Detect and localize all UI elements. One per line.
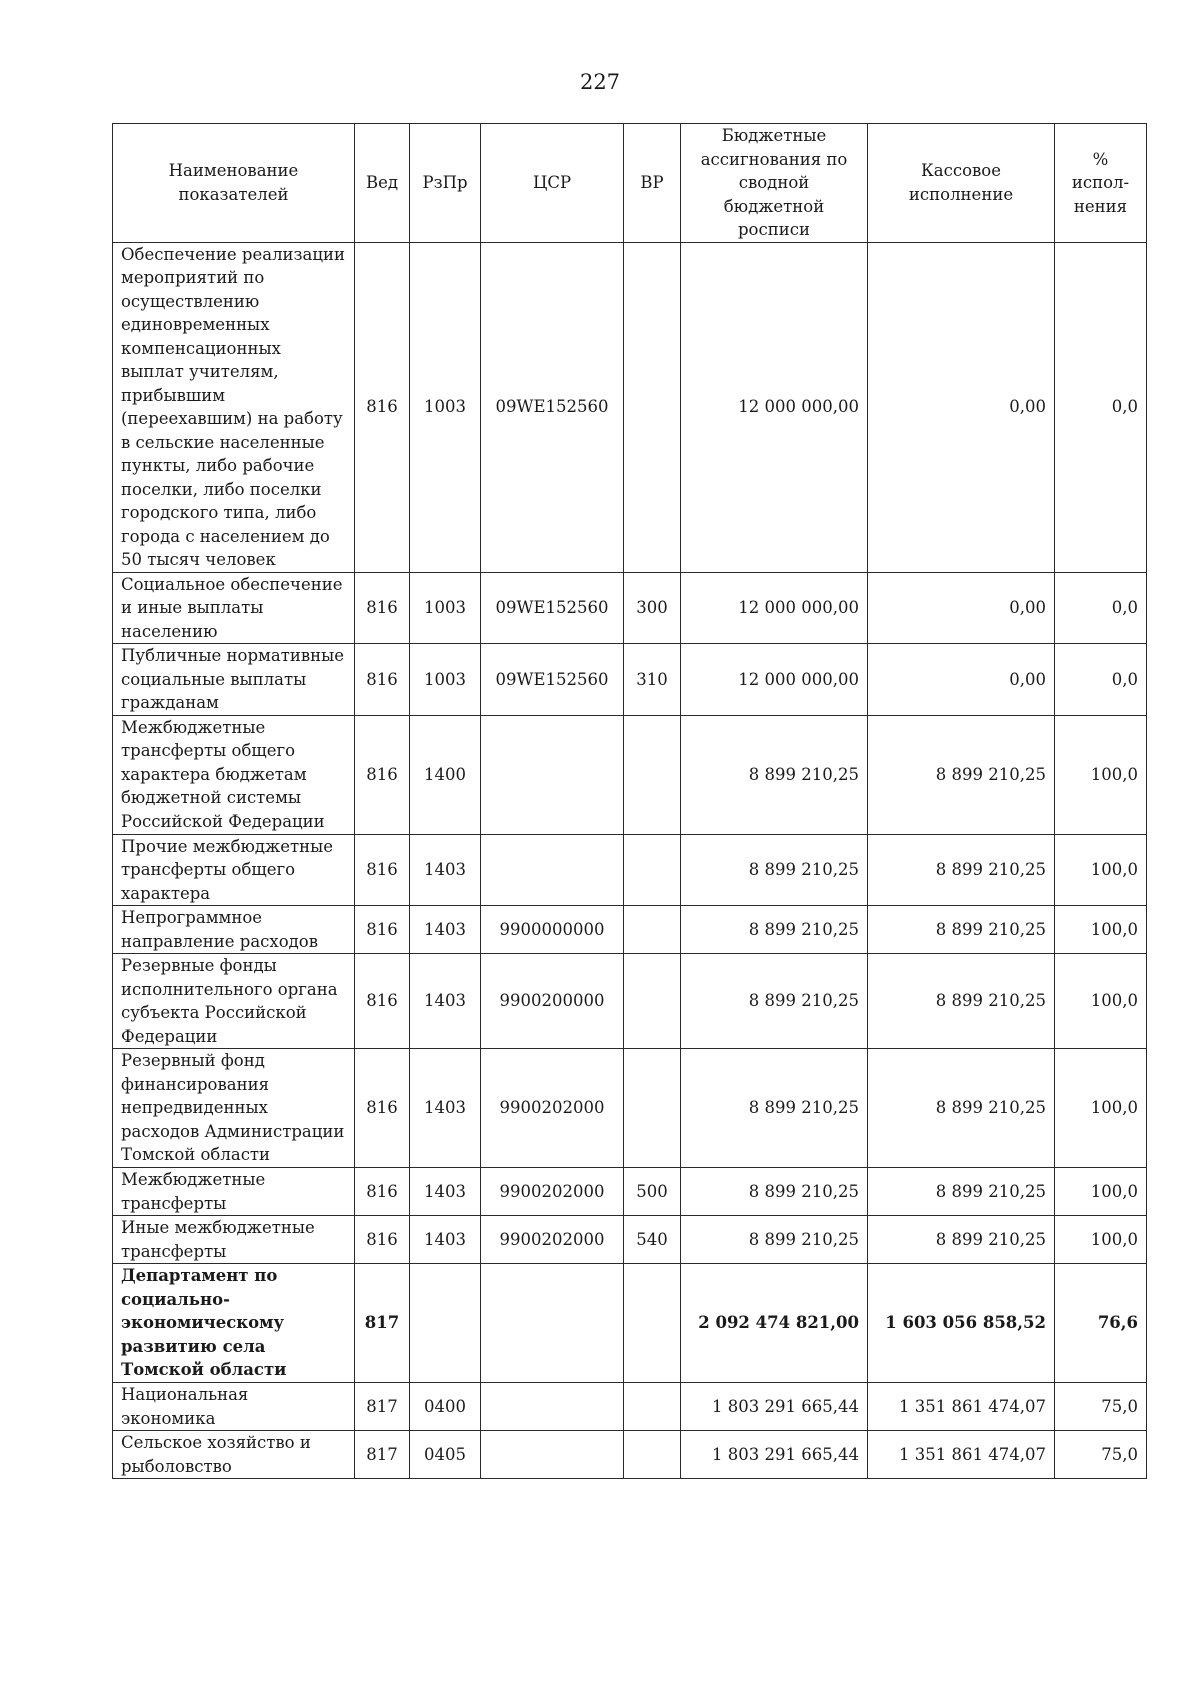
row-ved: 817 — [355, 1431, 410, 1479]
row-vr — [624, 1383, 681, 1431]
row-csr — [481, 715, 624, 834]
row-csr: 9900000000 — [481, 906, 624, 954]
row-assigned: 1 803 291 665,44 — [681, 1383, 868, 1431]
row-rzpr: 1403 — [410, 954, 481, 1049]
row-csr — [481, 834, 624, 906]
row-percent: 75,0 — [1055, 1431, 1147, 1479]
row-cash: 0,00 — [868, 644, 1055, 716]
table-row — [113, 1168, 1147, 1216]
row-cash: 8 899 210,25 — [868, 1168, 1055, 1216]
row-vr: 300 — [624, 572, 681, 644]
row-rzpr — [410, 1264, 481, 1383]
row-percent: 100,0 — [1055, 1049, 1147, 1168]
header-vr: ВР — [624, 124, 681, 243]
table-row — [113, 1383, 1147, 1431]
row-name: Прочие межбюджетные трансферты общего характера — [113, 834, 355, 906]
row-rzpr: 1403 — [410, 834, 481, 906]
page-number: 227 — [579, 70, 621, 94]
row-name: Межбюджетные трансферты общего характера бюджетам бюджетной системы Российской Федерации — [113, 715, 355, 834]
row-csr — [481, 1431, 624, 1479]
row-rzpr: 1003 — [410, 242, 481, 572]
row-name: Департамент по социально-экономическому развитию села Томской области — [113, 1264, 355, 1383]
row-name: Межбюджетные трансферты — [113, 1168, 355, 1216]
row-rzpr: 0400 — [410, 1383, 481, 1431]
row-vr — [624, 1049, 681, 1168]
row-ved: 816 — [355, 954, 410, 1049]
table-row — [113, 1049, 1147, 1168]
header-name: Наименование показателей — [113, 124, 355, 243]
row-percent: 0,0 — [1055, 242, 1147, 572]
table-row — [113, 1216, 1147, 1264]
table-row — [113, 644, 1147, 716]
row-rzpr: 1400 — [410, 715, 481, 834]
row-cash: 1 603 056 858,52 — [868, 1264, 1055, 1383]
row-name: Иные межбюджетные трансферты — [113, 1216, 355, 1264]
row-ved: 816 — [355, 1049, 410, 1168]
row-rzpr: 1003 — [410, 644, 481, 716]
row-csr: 9900202000 — [481, 1216, 624, 1264]
row-csr: 09WE152560 — [481, 242, 624, 572]
row-assigned: 12 000 000,00 — [681, 572, 868, 644]
row-name: Национальная экономика — [113, 1383, 355, 1431]
row-assigned: 8 899 210,25 — [681, 1216, 868, 1264]
header-csr: ЦСР — [481, 124, 624, 243]
row-rzpr: 1403 — [410, 906, 481, 954]
row-rzpr: 1403 — [410, 1168, 481, 1216]
header-ved: Вед — [355, 124, 410, 243]
table-row — [113, 572, 1147, 644]
row-percent: 100,0 — [1055, 1168, 1147, 1216]
row-assigned: 8 899 210,25 — [681, 1168, 868, 1216]
row-cash: 8 899 210,25 — [868, 834, 1055, 906]
row-assigned: 12 000 000,00 — [681, 644, 868, 716]
row-vr — [624, 1431, 681, 1479]
row-cash: 8 899 210,25 — [868, 954, 1055, 1049]
header-percent: % испол-нения — [1055, 124, 1147, 243]
row-percent: 0,0 — [1055, 644, 1147, 716]
row-vr — [624, 1264, 681, 1383]
header-rzpr: РзПр — [410, 124, 481, 243]
table-row-department — [113, 1264, 1147, 1383]
row-assigned: 8 899 210,25 — [681, 1049, 868, 1168]
row-vr: 310 — [624, 644, 681, 716]
row-csr: 9900202000 — [481, 1168, 624, 1216]
row-assigned: 12 000 000,00 — [681, 242, 868, 572]
row-csr: 9900200000 — [481, 954, 624, 1049]
row-rzpr: 1003 — [410, 572, 481, 644]
row-assigned: 1 803 291 665,44 — [681, 1431, 868, 1479]
row-percent: 76,6 — [1055, 1264, 1147, 1383]
row-name: Обеспечение реализации мероприятий по осуществлению единовременных компенсационных выплат учителям, прибывшим (переехавшим) на работу в сельские населенные пункты, либо рабочие поселки, либо поселки городского типа, либо города с населением до 50 тысяч человек — [113, 242, 355, 572]
row-cash: 0,00 — [868, 242, 1055, 572]
row-csr: 09WE152560 — [481, 644, 624, 716]
row-name: Публичные нормативные социальные выплаты гражданам — [113, 644, 355, 716]
row-percent: 100,0 — [1055, 834, 1147, 906]
row-ved: 816 — [355, 1216, 410, 1264]
row-vr — [624, 906, 681, 954]
row-name: Резервные фонды исполнительного органа субъекта Российской Федерации — [113, 954, 355, 1049]
row-assigned: 8 899 210,25 — [681, 954, 868, 1049]
row-cash: 1 351 861 474,07 — [868, 1431, 1055, 1479]
row-vr: 540 — [624, 1216, 681, 1264]
table-row — [113, 715, 1147, 834]
row-ved: 817 — [355, 1264, 410, 1383]
row-csr: 09WE152560 — [481, 572, 624, 644]
table-row — [113, 1431, 1147, 1479]
row-vr: 500 — [624, 1168, 681, 1216]
row-ved: 816 — [355, 572, 410, 644]
row-ved: 817 — [355, 1383, 410, 1431]
row-rzpr: 1403 — [410, 1216, 481, 1264]
row-name: Непрограммное направление расходов — [113, 906, 355, 954]
row-cash: 1 351 861 474,07 — [868, 1383, 1055, 1431]
row-cash: 0,00 — [868, 572, 1055, 644]
row-vr — [624, 834, 681, 906]
row-assigned: 8 899 210,25 — [681, 834, 868, 906]
row-vr — [624, 954, 681, 1049]
row-csr — [481, 1264, 624, 1383]
row-name: Сельское хозяйство и рыболовство — [113, 1431, 355, 1479]
row-name: Резервный фонд финансирования непредвиденных расходов Администрации Томской области — [113, 1049, 355, 1168]
row-rzpr: 0405 — [410, 1431, 481, 1479]
table-row — [113, 242, 1147, 572]
row-csr — [481, 1383, 624, 1431]
row-cash: 8 899 210,25 — [868, 1216, 1055, 1264]
row-percent: 100,0 — [1055, 906, 1147, 954]
row-cash: 8 899 210,25 — [868, 1049, 1055, 1168]
row-assigned: 8 899 210,25 — [681, 906, 868, 954]
table-row — [113, 834, 1147, 906]
table-row — [113, 906, 1147, 954]
table-row — [113, 954, 1147, 1049]
row-rzpr: 1403 — [410, 1049, 481, 1168]
row-cash: 8 899 210,25 — [868, 906, 1055, 954]
row-ved: 816 — [355, 834, 410, 906]
row-ved: 816 — [355, 906, 410, 954]
row-assigned: 2 092 474 821,00 — [681, 1264, 868, 1383]
row-csr: 9900202000 — [481, 1049, 624, 1168]
row-percent: 100,0 — [1055, 954, 1147, 1049]
row-percent: 100,0 — [1055, 715, 1147, 834]
row-name: Социальное обеспечение и иные выплаты населению — [113, 572, 355, 644]
row-ved: 816 — [355, 1168, 410, 1216]
row-ved: 816 — [355, 644, 410, 716]
row-vr — [624, 242, 681, 572]
row-ved: 816 — [355, 242, 410, 572]
header-assigned: Бюджетные ассигнования по сводной бюджетной росписи — [681, 124, 868, 243]
row-assigned: 8 899 210,25 — [681, 715, 868, 834]
table-header-row — [113, 124, 1147, 243]
row-ved: 816 — [355, 715, 410, 834]
row-cash: 8 899 210,25 — [868, 715, 1055, 834]
row-percent: 75,0 — [1055, 1383, 1147, 1431]
row-percent: 0,0 — [1055, 572, 1147, 644]
budget-execution-table — [112, 123, 1147, 1479]
row-percent: 100,0 — [1055, 1216, 1147, 1264]
row-vr — [624, 715, 681, 834]
header-cash: Кассовое исполнение — [868, 124, 1055, 243]
